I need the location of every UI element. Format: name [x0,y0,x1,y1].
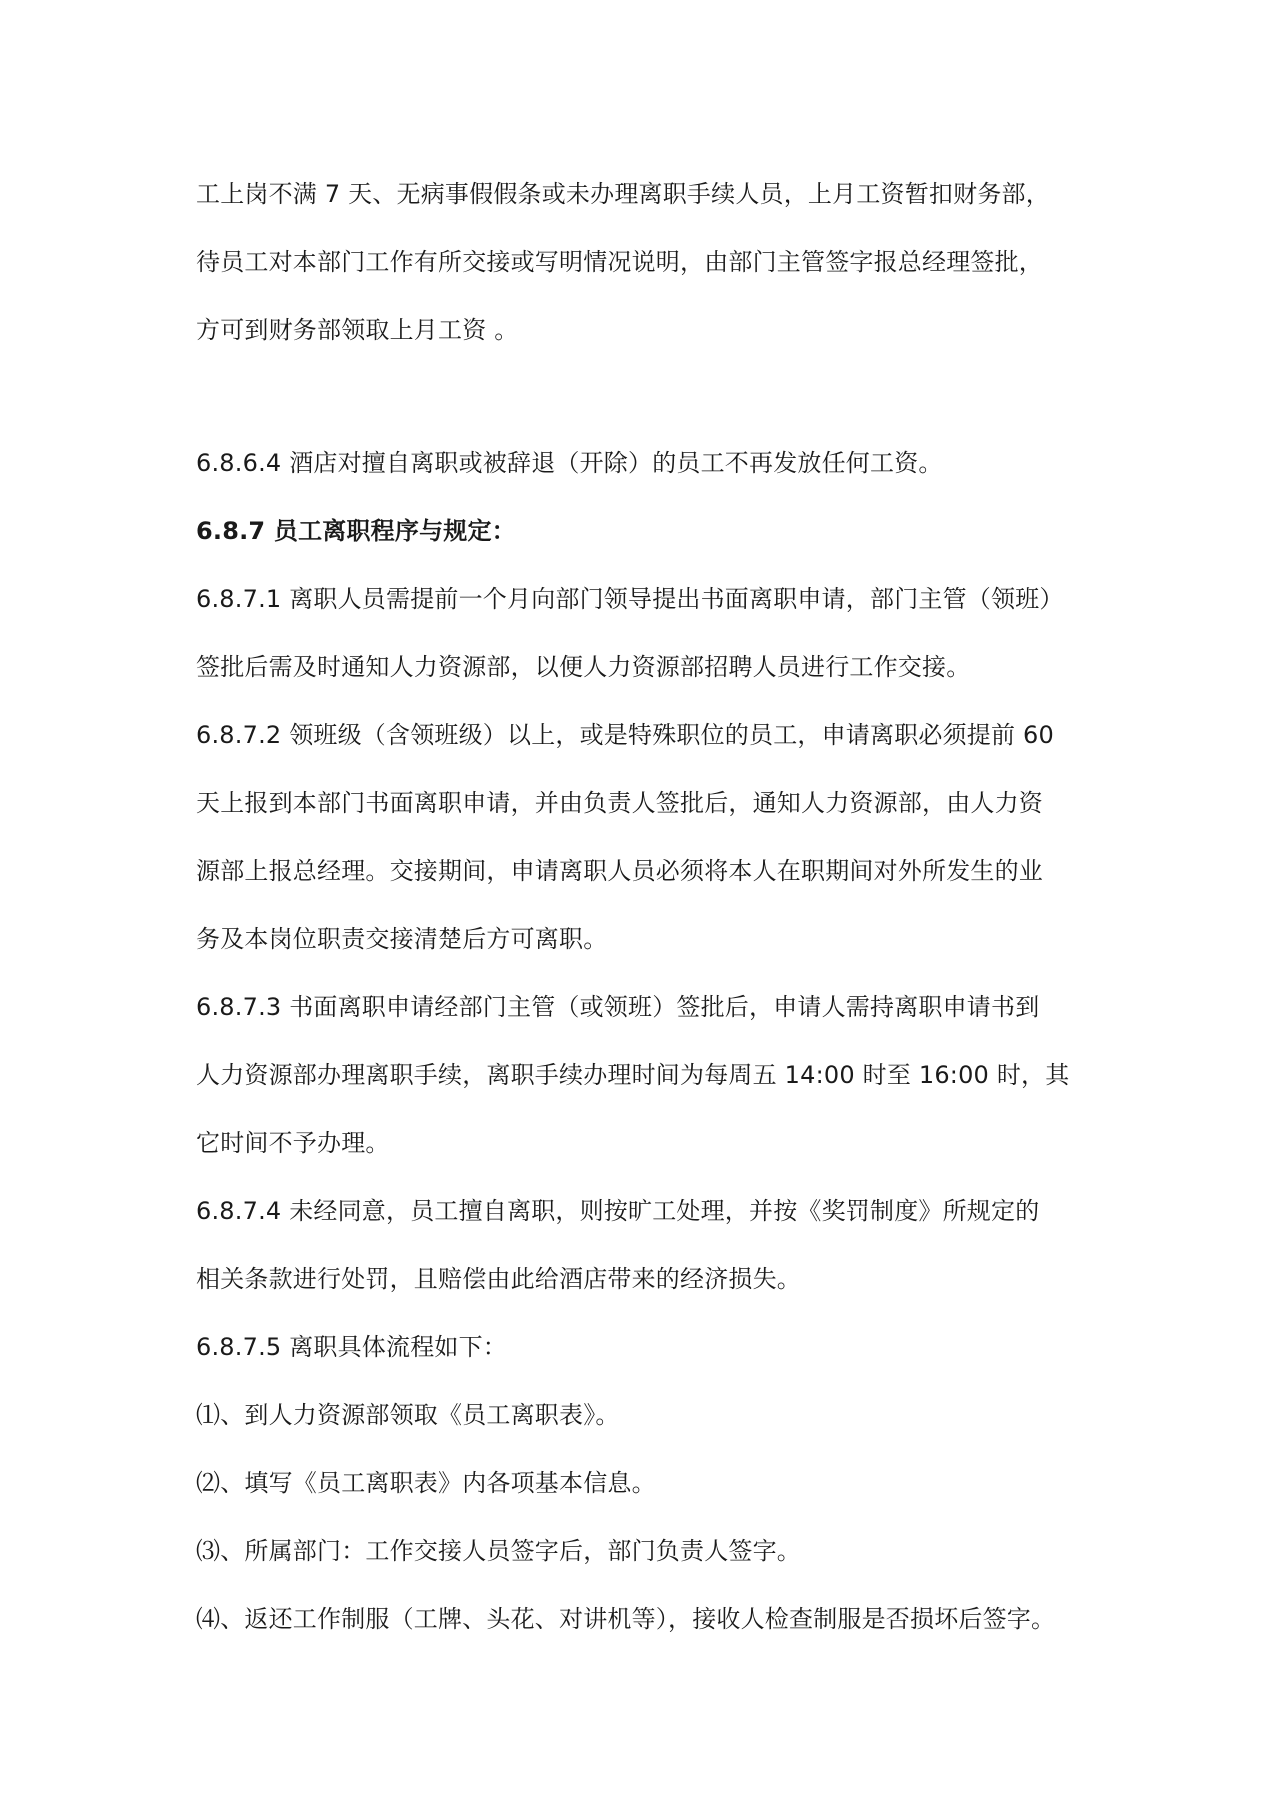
list-item: ⑶、所属部门：工作交接人员签字后，部门负责人签字。 [196,1537,801,1565]
paragraph-line: 6.8.7.1 离职人员需提前一个月向部门领导提出书面离职申请，部门主管（领班） [196,585,1064,613]
paragraph-line: 工上岗不满 7 天、无病事假假条或未办理离职手续人员，上月工资暂扣财务部， [196,180,1050,208]
paragraph-line: 天上报到本部门书面离职申请，并由负责人签批后，通知人力资源部，由人力资 [196,789,1043,817]
paragraph-line: 6.8.7.3 书面离职申请经部门主管（或领班）签批后，申请人需持离职申请书到 [196,993,1040,1021]
paragraph-line: 6.8.7.4 未经同意，员工擅自离职，则按旷工处理，并按《奖罚制度》所规定的 [196,1197,1040,1225]
section-heading: 6.8.7 员工离职程序与规定： [196,517,516,545]
paragraph-line: 6.8.6.4 酒店对擅自离职或被辞退（开除）的员工不再发放任何工资。 [196,449,943,477]
paragraph-line: 它时间不予办理。 [196,1129,390,1157]
paragraph-line: 源部上报总经理。交接期间，申请离职人员必须将本人在职期间对外所发生的业 [196,857,1043,885]
list-item: ⑵、填写《员工离职表》内各项基本信息。 [196,1469,656,1497]
paragraph-line: 人力资源部办理离职手续，离职手续办理时间为每周五 14:00 时至 16:00 时，其 [196,1061,1070,1089]
paragraph-line: 相关条款进行处罚，且赔偿由此给酒店带来的经济损失。 [196,1265,801,1293]
paragraph-line: 待员工对本部门工作有所交接或写明情况说明，由部门主管签字报总经理签批， [196,248,1043,276]
paragraph-line: 务及本岗位职责交接清楚后方可离职。 [196,925,608,953]
paragraph-line: 方可到财务部领取上月工资 。 [196,316,519,344]
list-item: ⑷、返还工作制服（工牌、头花、对讲机等），接收人检查制服是否损坏后签字。 [196,1605,1056,1633]
list-item: ⑴、到人力资源部领取《员工离职表》。 [196,1401,620,1429]
paragraph-line: 6.8.7.5 离职具体流程如下： [196,1333,507,1361]
paragraph-line: 6.8.7.2 领班级（含领班级）以上，或是特殊职位的员工，申请离职必须提前 60 [196,721,1054,749]
paragraph-line: 签批后需及时通知人力资源部，以便人力资源部招聘人员进行工作交接。 [196,653,971,681]
